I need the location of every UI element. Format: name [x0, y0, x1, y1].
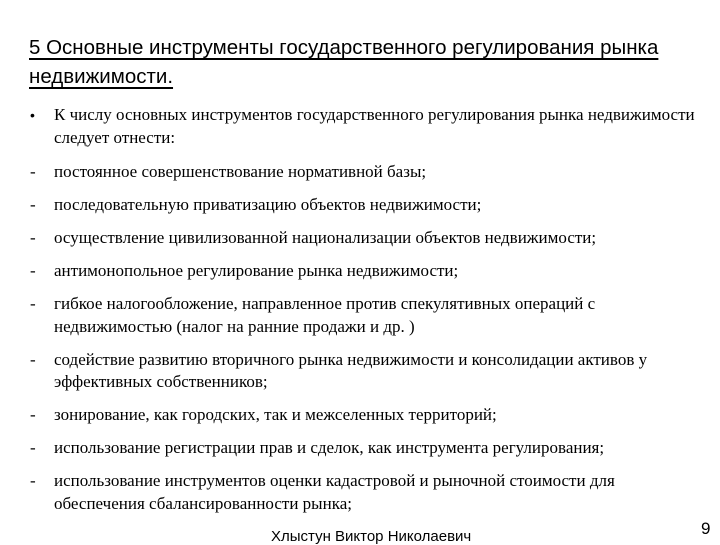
list-item [30, 227, 700, 250]
list-item-text: антимонопольное регулирование рынка недвижимости; [54, 261, 459, 280]
slide-title: 5 Основные инструменты государственного регулирования рынка недвижимости. [29, 36, 659, 88]
list-item-text: гибкое налогообложение, направленное против спекулятивных операций с недвижимостью (налог на ранние продажи и др. ) [54, 294, 596, 336]
dash-marker: - [30, 195, 36, 214]
list-item [30, 161, 700, 184]
bullet-marker: • [30, 107, 35, 123]
list-item-text: постоянное совершенствование нормативной базы; [54, 162, 427, 181]
list-item [30, 404, 700, 427]
list-item-text: последовательную приватизацию объектов недвижимости; [54, 195, 482, 214]
dash-marker: - [30, 438, 36, 457]
list-item [30, 470, 700, 515]
list-item [30, 194, 700, 217]
dash-marker: - [30, 228, 36, 247]
dash-marker: - [30, 162, 36, 181]
intro-item [30, 104, 700, 149]
dash-marker: - [30, 294, 36, 313]
dash-marker: - [30, 261, 36, 280]
list-item [30, 260, 700, 283]
list-item-text: содействие развитию вторичного рынка недвижимости и консолидации активов у эффективных собственников; [54, 349, 648, 391]
dash-marker: - [30, 349, 36, 369]
list-item [30, 437, 700, 460]
list-item-text: зонирование, как городских, так и межселенных территорий; [54, 405, 497, 424]
dash-marker: - [30, 471, 36, 490]
intro-text: К числу основных инструментов государственного регулирования рынка недвижимости следует отнести: [54, 105, 695, 147]
dash-marker: - [30, 405, 36, 424]
author-footer: Хлыстун Виктор Николаевич [271, 528, 472, 545]
list-item [30, 293, 700, 338]
list-item-text: использование инструментов оценки кадастровой и рыночной стоимости для обеспечения сбалансированности рынка; [54, 471, 615, 513]
bullet-list [30, 104, 700, 526]
list-item-text: осуществление цивилизованной национализации объектов недвижимости; [54, 228, 597, 247]
page-number: 9 [701, 519, 711, 538]
list-item [30, 349, 700, 394]
list-item-text: использование регистрации прав и сделок, как инструмента регулирования; [54, 438, 605, 457]
